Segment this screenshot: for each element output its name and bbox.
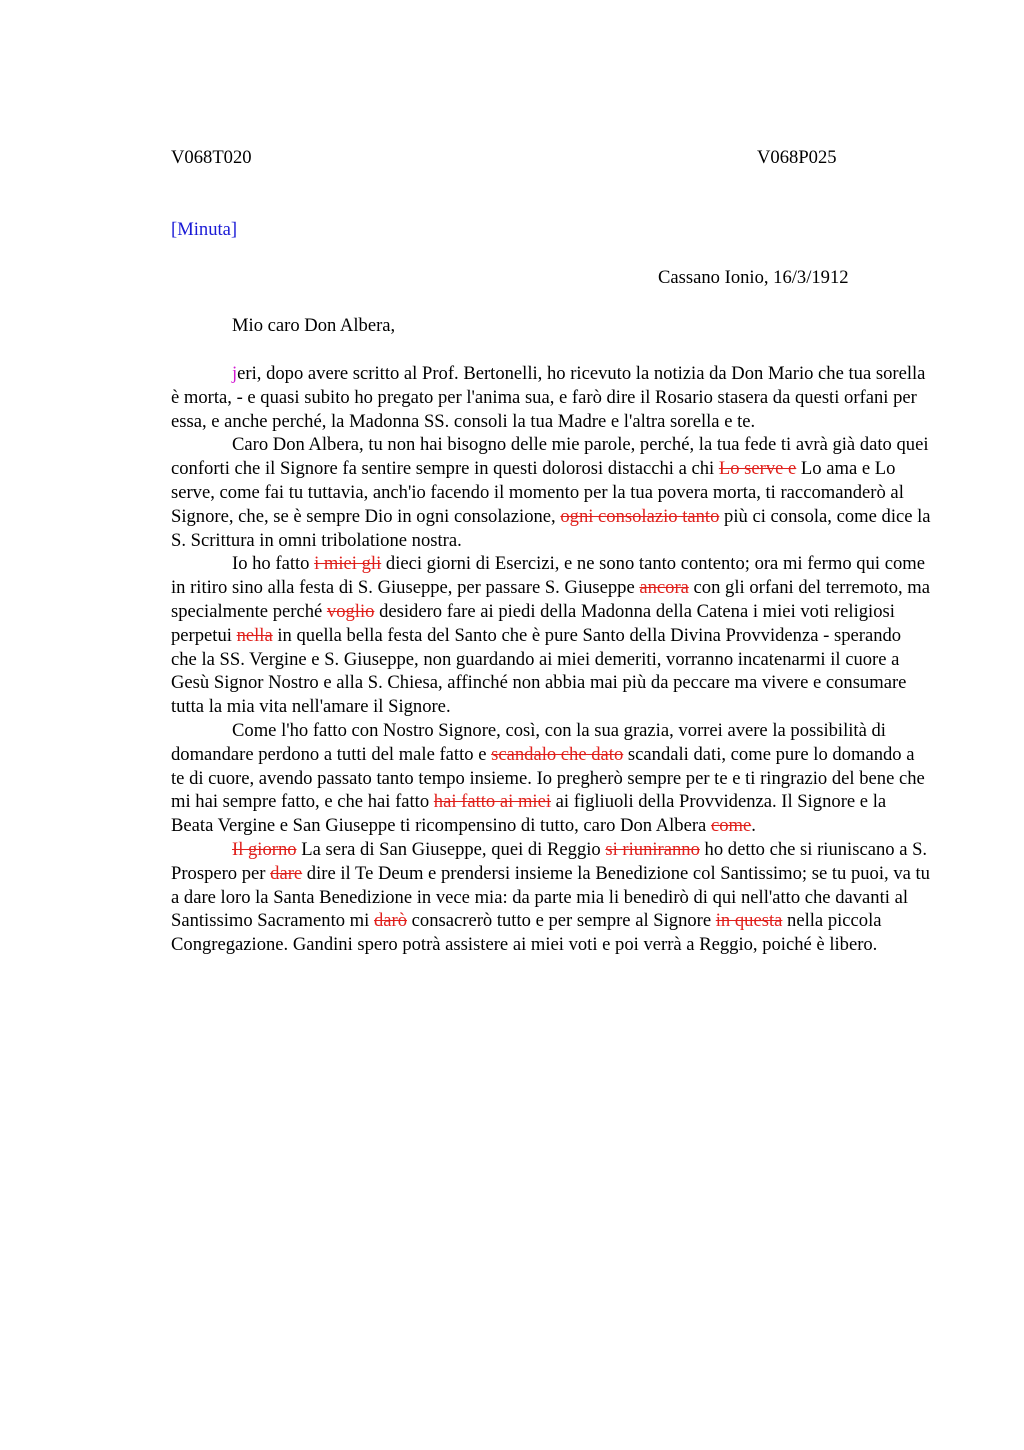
letter-paragraph <box>171 433 931 552</box>
deleted-text: come <box>710 815 752 837</box>
document-code-left: V068T020 <box>171 147 252 168</box>
deleted-text: Il giorno <box>232 838 297 860</box>
paragraph-text: Lo ama e Lo serve, come fai tu tuttavia, anch'io facendo il momento per la tua povera morta, ti raccomanderò al Signore, che, se è sempre Dio in ogni consolazione, <box>171 458 904 527</box>
paragraph-text: eri, dopo avere scritto al Prof. Bertonelli, ho ricevuto la notizia da Don Mario che tua sorella è morta, - e quasi subito ho pregato per l'anima sua, e farò dire il Rosario stasera da questi orfani per essa, e anche perché, la Madonna SS. consoli la tua Madre e l'altra sorella e te. <box>171 363 926 432</box>
deleted-text: nella <box>236 624 273 646</box>
paragraph-text: più ci consola, come dice la S. Scrittura in omni tribolatione nostra. <box>171 505 931 551</box>
minuta-note: [Minuta] <box>171 219 238 240</box>
paragraph-text: in quella bella festa del Santo che è pure Santo della Divina Provvidenza - sperando che la SS. Vergine e S. Giuseppe, non guardando ai miei demeriti, vorranno incatenarmi il cuore a Gesù Signor Nostro e alla S. Chiesa, affinché non abbia mai più da peccare ma vivere e consumare tutta la mia vita nell'amare il Signore. <box>171 624 907 718</box>
paragraph-text: scandali dati, come pure lo domando a te di cuore, avendo passato tanto tempo insieme. Io pregherò sempre per te e ti ringrazio del bene che mi hai sempre fatto, e che hai fatto <box>171 743 925 813</box>
paragraph-text: desidero fare ai piedi della Madonna della Catena i miei voti religiosi perpetui <box>171 600 895 646</box>
place-date: Cassano Ionio, 16/3/1912 <box>658 267 849 288</box>
deleted-text: dare <box>270 862 303 884</box>
paragraph-text: Come l'ho fatto con Nostro Signore, così, con la sua grazia, vorrei avere la possibilità di domandare perdono a tutti del male fatto e <box>171 719 886 765</box>
paragraph-text: dieci giorni di Esercizi, e ne sono tanto contento; ora mi fermo qui come in ritiro sino alla festa di S. Giuseppe, per passare S. Giuseppe <box>171 553 925 599</box>
deleted-text: Lo serve e <box>718 458 797 480</box>
paragraph-text: con gli orfani del terremoto, ma specialmente perché <box>171 577 931 622</box>
initial-letter: j <box>232 363 238 384</box>
letter-paragraph <box>171 362 931 433</box>
paragraph-text: La sera di San Giuseppe, quei di Reggio <box>296 838 606 860</box>
letter-paragraph <box>171 552 931 719</box>
paragraph-text: Caro Don Albera, tu non hai bisogno delle mie parole, perché, la tua fede ti avrà già dato quei conforti che il Signore fa sentire sempre in questi dolorosi distacchi a chi <box>171 434 929 480</box>
letter-paragraph <box>171 838 931 957</box>
deleted-text: ogni consolazio tanto <box>560 505 720 527</box>
deleted-text: scandalo che dato <box>491 743 624 765</box>
deleted-text: si riuniranno <box>605 838 700 860</box>
letter-paragraph <box>171 719 931 838</box>
paragraph-text: nella piccola Congregazione. Gandini spero potrà assistere ai miei voti e poi verrà a Reggio, poiché è libero. <box>171 910 882 956</box>
document-code-right: V068P025 <box>757 147 837 168</box>
deleted-text: ancora <box>639 577 689 599</box>
deleted-text: in questa <box>715 910 783 932</box>
deleted-text: darò <box>373 910 408 932</box>
deleted-text: i miei gli <box>314 553 382 575</box>
letter-body <box>171 362 931 957</box>
deleted-text: voglio <box>326 600 375 622</box>
paragraph-text: ai figliuoli della Provvidenza. Il Signore e la Beata Vergine e San Giuseppe ti ricompensino di tutto, caro Don Albera <box>171 791 887 837</box>
paragraph-text: dire il Te Deum e prendersi insieme la Benedizione col Santissimo; se tu puoi, va tu a dare loro la Santa Benedizione in vece mia: da parte mia li benedirò di qui nell'atto che davanti al Santissimo Sacramento mi <box>171 862 930 932</box>
paragraph-text: consacrerò tutto e per sempre al Signore <box>407 910 716 932</box>
paragraph-text: ho detto che si riuniscano a S. Prospero per <box>171 838 928 884</box>
paragraph-text: . <box>751 815 756 837</box>
salutation: Mio caro Don Albera, <box>232 315 396 336</box>
paragraph-text: Io ho fatto <box>232 553 315 575</box>
deleted-text: hai fatto ai miei <box>433 791 551 813</box>
